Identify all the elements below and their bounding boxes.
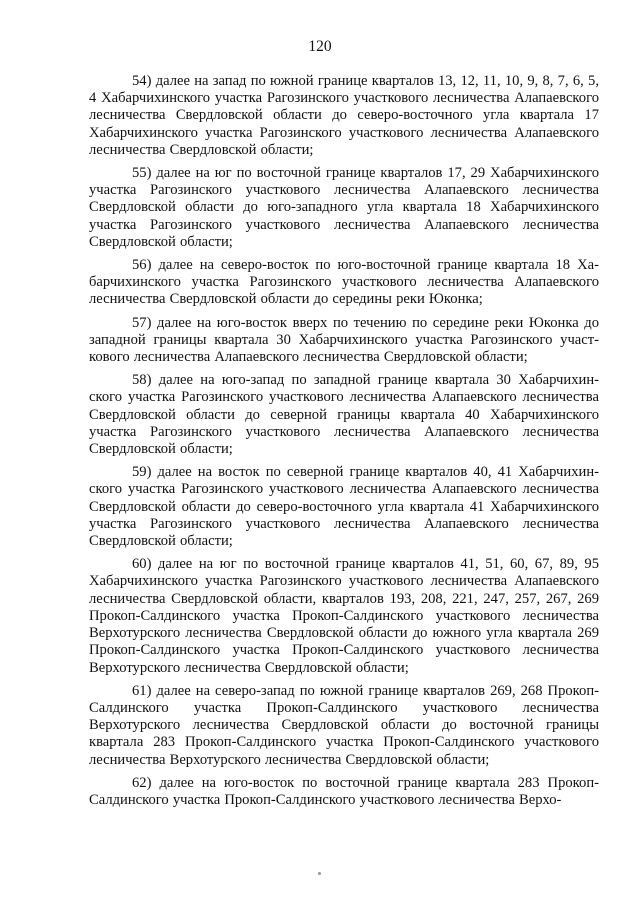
paragraph-55: 55) далее на юг по восточной границе кварталов 17, 29 Хабарчихинского участка Рагозинского участкового лесничества Алапаевского лесничества Свердловской области до юго-западного угла квартала 18 Хабарчихинского участка Рагозинского участкового лесничества Алапаевского лесничества Свердловской области; — [89, 165, 599, 250]
paragraph-60: 60) далее на юг по восточной границе кварталов 41, 51, 60, 67, 89, 95 Хабарчихинского участка Рагозинского участкового лесничества Алапаевского лесничества Свердловской области, кварталов 193, 208, 221, 247, 257, 267, 269 Прокоп-Салдинского участка Прокоп-Салдинского участкового лесничества Верхотурского лесничества Свердловской области до южного угла квартала 269 Прокоп-Салдинского участка Прокоп-Салдинского участкового лесничества Верхотурского лесничества Свердловской области; — [89, 556, 599, 676]
paragraph-61: 61) далее на северо-запад по южной границе кварталов 269, 268 Прокоп-Салдинского участка Прокоп-Салдинского участкового лесничества Верхотурского лесничества Свердловской области до восточной границы квартала 283 Прокоп-Салдинского участка Прокоп-Салдинского участкового лесничества Верхотурского лесничества Свердловской области; — [89, 682, 599, 768]
paragraph-62: 62) далее на юго-восток по восточной границе квартала 283 Прокоп-Салдинского участка Прокоп-Салдинского участкового лесничества Верхо- — [89, 774, 599, 808]
paragraph-58: 58) далее на юго-запад по западной границе квартала 30 Хабарчихинского участка Рагозинского участкового лесничества Алапаевского лесничества Свердловской области до северной границы квартала 40 Хабарчихинского участка Рагозинского участкового лесничества Алапаевского лесничества Свердловской области; — [89, 372, 599, 458]
page-number: 120 — [308, 38, 332, 55]
paragraph-54: 54) далее на запад по южной границе кварталов 13, 12, 11, 10, 9, 8, 7, 6, 5, 4 Хабарчихинского участка Рагозинского участкового лесничества Алапаевского лесничества Свердловской области до северо-восточного угла квартала 17 Хабарчихинского участка Рагозинского участкового лесничества Алапаевского лесничества Свердловской области; — [89, 73, 599, 158]
paragraph-59: 59) далее на восток по северной границе кварталов 40, 41 Хабарчихинского участка Рагозинского участкового лесничества Алапаевского лесничества Свердловской области до северо-восточного угла квартала 41 Хабарчихинского участка Рагозинского участкового лесничества Алапаевского лесничества Свердловской области; — [89, 464, 599, 550]
document-body — [89, 73, 599, 809]
paragraph-56: 56) далее на северо-восток по юго-восточной границе квартала 18 Хабарчихинского участка Рагозинского участкового лесничества Алапаевского лесничества Свердловской области до середины реки Юконка; — [89, 257, 599, 308]
paragraph-57: 57) далее на юго-восток вверх по течению по середине реки Юконка до западной границы квартала 30 Хабарчихинского участка Рагозинского участкового лесничества Алапаевского лесничества Свердловской области; — [89, 314, 599, 366]
scan-speck — [318, 872, 321, 875]
